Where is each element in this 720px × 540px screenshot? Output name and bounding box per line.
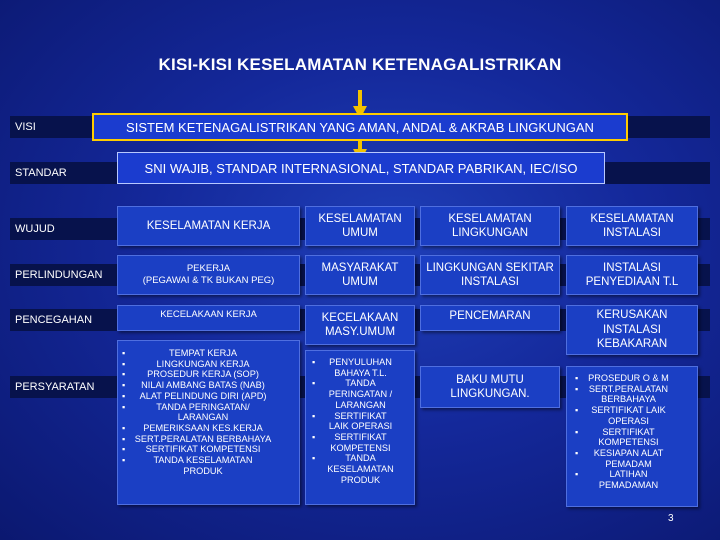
persyaratan-kerja-list [122,348,272,476]
persyaratan-box-umum [305,350,415,505]
wujud-lingkungan-text: KESELAMATAN LINGKUNGAN [448,212,532,239]
standar-text: SNI WAJIB, STANDAR INTERNASIONAL, STANDAR PABRIKAN, IEC/ISO [144,160,578,176]
pencegahan-box-lingkungan [420,305,560,331]
wujud-kerja-text: KESELAMATAN KERJA [146,219,271,232]
wujud-box-kerja [117,206,300,246]
perlindungan-box-kerja [117,255,300,295]
wujud-instalasi-text: KESELAMATAN INSTALASI [590,212,674,239]
wujud-umum-text: KESELAMATAN UMUM [318,212,402,239]
pencegahan-box-kerja [117,305,300,331]
persyaratan-item: ▪ PEMERIKSAAN KES.KERJA [122,423,272,434]
pencegahan-kerja-text: KECELAKAAN KERJA [160,309,257,320]
pencegahan-instalasi-text: KERUSAKAN INSTALASI KEBAKARAN [596,309,668,351]
page-title: KISI-KISI KESELAMATAN KETENAGALISTRIKAN [158,55,562,74]
persyaratan-item: ▪ TANDA PERINGATAN/ LARANGAN [122,402,272,423]
perlindungan-box-lingkungan [420,255,560,295]
persyaratan-item: ▪ ALAT PELINDUNG DIRI (APD) [122,391,272,402]
wujud-box-umum [305,206,415,246]
persyaratan-item: ▪ PROSEDUR O & M [575,373,670,384]
persyaratan-item: ▪ SERT.PERALATAN BERBAHAYA [575,384,670,405]
persyaratan-item: ▪ PROSEDUR KERJA (SOP) [122,369,272,380]
persyaratan-box-instalasi [566,366,698,507]
perlindungan-box-instalasi [566,255,698,295]
perlindungan-kerja-line2: (PEGAWAI & TK BUKAN PEG) [142,275,275,286]
pencegahan-umum-text: KECELAKAAN MASY.UMUM [321,311,399,338]
perlindungan-umum-text: MASYARAKAT UMUM [321,261,399,288]
wujud-box-lingkungan [420,206,560,246]
visi-text: SISTEM KETENAGALISTRIKAN YANG AMAN, ANDAL & AKRAB LINGKUNGAN [126,119,594,135]
row-label-standar: STANDAR [10,162,110,184]
row-label-persyaratan: PERSYARATAN [10,376,115,398]
persyaratan-item: ▪ SERTIFIKAT KOMPETENSI [312,432,397,453]
visi-box [92,113,628,141]
persyaratan-lingkungan-text: BAKU MUTU LINGKUNGAN. [450,373,530,400]
persyaratan-item: ▪ TEMPAT KERJA [122,348,272,359]
standar-box [117,152,605,184]
row-label-perlindungan: PERLINDUNGAN [10,264,115,286]
row-label-visi: VISI [10,116,90,138]
persyaratan-item: ▪ LATIHAN PEMADAMAN [575,469,670,490]
perlindungan-box-umum [305,255,415,295]
persyaratan-item: ▪ LINGKUNGAN KERJA [122,359,272,370]
row-label-pencegahan: PENCEGAHAN [10,309,115,331]
persyaratan-box-kerja [117,340,300,505]
perlindungan-kerja-line1: PEKERJA [186,263,231,275]
persyaratan-item: ▪ SERT.PERALATAN BERBAHAYA [122,434,272,445]
persyaratan-item: ▪ SERTIFIKAT LAIK OPERASI [575,405,670,426]
page-number: 3 [668,513,674,524]
persyaratan-item: ▪ SERTIFIKAT LAIK OPERASI [312,411,397,432]
persyaratan-item: ▪ TANDA PERINGATAN / LARANGAN [312,378,397,410]
pencegahan-box-instalasi [566,305,698,355]
row-label-wujud: WUJUD [10,218,110,240]
perlindungan-lingkungan-text: LINGKUNGAN SEKITAR INSTALASI [426,261,554,288]
persyaratan-item: ▪ SERTIFIKAT KOMPETENSI [575,427,670,448]
persyaratan-item: ▪ TANDA KESELAMATAN PRODUK [312,453,397,485]
pencegahan-lingkungan-text: PENCEMARAN [449,310,531,322]
persyaratan-box-lingkungan [420,366,560,408]
persyaratan-instalasi-list [575,373,670,491]
persyaratan-item: ▪ SERTIFIKAT KOMPETENSI [122,444,272,455]
perlindungan-instalasi-text: INSTALASI PENYEDIAAN T.L [585,261,679,288]
persyaratan-item: ▪ NILAI AMBANG BATAS (NAB) [122,380,272,391]
wujud-box-instalasi [566,206,698,246]
persyaratan-umum-list [312,357,397,485]
persyaratan-item: ▪ PENYULUHAN BAHAYA T.L. [312,357,397,378]
pencegahan-box-umum [305,305,415,345]
persyaratan-item: ▪ KESIAPAN ALAT PEMADAM [575,448,670,469]
persyaratan-item: ▪ TANDA KESELAMATAN PRODUK [122,455,272,476]
